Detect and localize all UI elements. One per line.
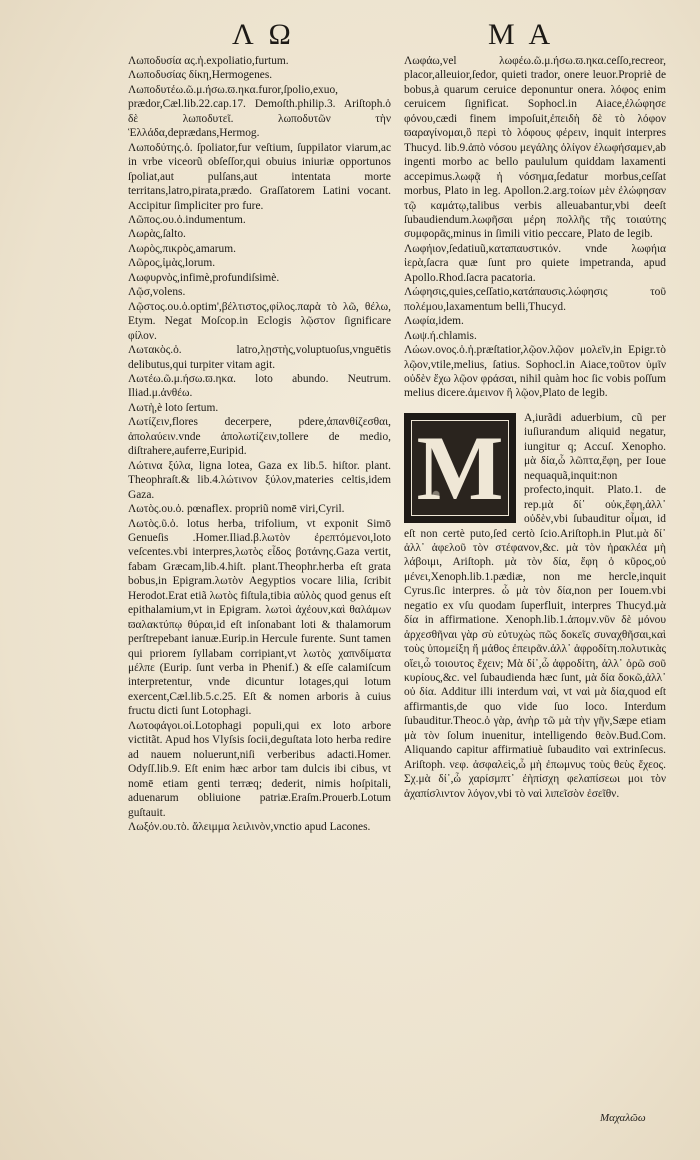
dictionary-entry: A,iurãdi aduerbium, cũ per iuſiurandum aliquid negatur, iungitur q; Accuſ. Xenopho. μὰ δία,ὦ λῶπτα,ἔφη, per Ioue nequaquã,inquit:non profecto,inquit. Plato.1. de rep.μὰ δί᾽ οὐκ,ἔφη,ἀλλ᾽ οὐδὲν,vbi ſubauditur οἶμαι, id eſt non certè puto,ſed certò ſcio.Ariſtoph.in Plut.μὰ δί᾽ ἀλλ᾽ ἀφελοῦ τὸν στέφανον,&c. μὰ τὸν ἡρακλέα μὴ λάβοιμι, Ariſtoph. μὰ τὸν δία, ἔφη ὁ κῦρος,οὐ μένει,Xenoph.lib.1.pædiæ, non me hercle,inquit Cyrus.ſic interpres. ὦ μὰ τὸν δία,non per Iouem.vbi negatio ex vſu quodam ſuperfluit, interpres Thucyd.μὰ δία in affirmatione. Xenoph.lib.1.ἀπομν.νῦν δὲ μόνου ἀρχεσθῆναι γὰρ σὺ εὐτυχὼς πῶς δοκεῖς συναχθῆσαι,καὶ τοὺς ὑπομείξη ἤ μάθος ἐπειρᾶν.ἀλλ᾽ ἀφροδίτη.πολυτικὰς οἴει,ὦ τοιουτος ἔχειν; Μὰ δί᾽,ὦ ἀφροδίτη, ἀλλ᾽ ὁρῶ σοῦ κυρίους,&c. vel ſubaudienda hæc ſunt, μὰ δία δοκῶ,ἀλλ᾽ οὐ δία. Additur illi interdum ναὶ, vt ναὶ μὰ δία,quod eſt affirmantis,de quo vide ſuo loco. Interdum ſubauditur.Theoc.ὁ γὰρ, ἀνὴρ τῶ μὰ τὴν γῆν,Sæpe etiam μὰ τὸν ſolum inuenitur, intelligendo θεὸν.Bud.Com. Aliquando capitur affirmatiuè ſubaudito ναὶ extrinſecus. Ariſtoph. νεφ. ἀσφαλεὶς,ὦ μὴ ἐπωμνυς τοὺς θεὺς ἔχεος. Σχ.μὰ δί᾽,ὦ χαρίσμπτ᾽ ἐὴπίσχη φελαπίσεωι μοι τὸν ἀχαπίσλιντον λόγον,vbi τὸ ναὶ λιπεῖσὸν ἐσεῖθν. xyxy=(404,411,666,800)
dictionary-entry: Λωφία,idem. xyxy=(404,315,464,328)
dictionary-entry: Λωτὴ,è loto ſertum. xyxy=(128,401,219,414)
decorated-initial xyxy=(404,413,516,523)
dictionary-entry: Λωψ.ή.chlamis. xyxy=(404,329,477,342)
initial-letter: M xyxy=(416,416,504,519)
dictionary-entry: Λωτὸς.ου.ὁ. pœnaflex. propriũ nomē viri,Cyril. xyxy=(128,503,345,516)
dictionary-entry: Λωποδυσίας δίκη,Hermogenes. xyxy=(128,69,273,82)
catchword: Μαχαλῶω xyxy=(600,1112,646,1124)
dictionary-entry: Λωφήιον,ſedatiuũ,καταπαυστικόν. vnde λωφήια ἱερὰ,ſacra quæ ſunt pro quiete impetranda, apud Apollo.Rhod.ſacra pacatoria. xyxy=(404,242,666,284)
dictionary-entry: Λωξόν.ου.τὸ. ἄλειμμα λειλινὸν,vnctio apud Lacones. xyxy=(128,821,371,834)
dictionary-entry: Λώφησις,quies,ceſſatio,κατάπαυσις.λώφησις τοῦ πολέμου,laxamentum belli,Thucyd. xyxy=(404,286,666,313)
dictionary-entry: Λωποδυσία ας.ἡ.expoliatio,furtum. xyxy=(128,55,289,67)
dictionary-entry: Λωφάω,vel λωφέω.ῶ.μ.ήσω.ϖ.ηκα.ceſſo,recreor, placor,alleuior,ſedor, quieti trador, onere leuor.Propriè de bobus,à quarum ceruice deponuntur onera. λόφος enim ceruicem ſignificat. Sophocl.in Aiace,ἐλώφησε φόνου,cædi finem impoſuit,ἐπειδὴ δὲ τὸ λόφον ϖαραγίνομαι,ὃ περὶ τὸ λόφους φέρειν, inquit interpres Thucyd. lib.9.ἀπὸ νόσου μεγάλης ὀλίγον ἐλωφήσαμεν,ab ingenti morbo ac bello paululum quiddam laxamenti accepimus.λωφᾷ ἡ νόσημα,ſedatur morbus,ceſſat morbus, Plato in leg. Apollon.2.arg.τοίων μὲν ἐλώφησαν τῷ καμάτῳ,talibus verbis alleuabantur,vbi deeſt ſubaudiendum.λωφῆσαι μέρη πολλῆς τῆς τοιαύτης συμφορᾶς,minus in ſimili vitio peccare, Plato de legib. xyxy=(404,55,666,241)
running-head-left: Λ Ω xyxy=(232,18,295,51)
dictionary-entry: Λωτοφάγοι.οἱ.Lotophagi populi,qui ex loto arbore victitãt. Apud hos Vlyſsis ſocii,deguſtata loto herba redire ad nauem noluerunt,niſi verberibus adacti.Homer. Odyſſ.lib.9. Eſt enim hæc arbor tam dulcis ibi cibus, vt nomē etiam genti terræq; dederit, nimis hoſpitali, aduenarum obliuione patriæ.Eraſm.Prouerb.Lotum guſtauit. xyxy=(128,719,391,819)
dictionary-entry: Λῶπος.ου.ὁ.indumentum. xyxy=(128,213,246,226)
dictionary-entry: Λωρὸς,πικρὸς,amarum. xyxy=(128,242,236,255)
dictionary-entry: Λωρὰς,ſalto. xyxy=(128,228,186,241)
m-section xyxy=(404,411,666,801)
dictionary-entry: Λωτακὸς.ὁ. latro,λῃστὴς,voluptuoſus,vnguētis delibutus,qui turpiter vitam agit. xyxy=(128,344,391,371)
left-column xyxy=(128,54,391,834)
dictionary-entry: Λῷστος.ου.ὁ.optim',βέλτιστος,φίλος.παρὰ τὸ λῶ, θέλω, Etym. Negat Moſcop.in Eclogis λῷστον ſignificare φίλον. xyxy=(128,300,391,342)
dictionary-entry: Λώων.ονος.ὁ.ἡ.præſtatior,λῷον.λῷον μολεῖν,in Epigr.τὸ λῷον,vtile,melius, ſatius. Sophocl.in Aiace,τοῦτον ὑμῖν οὐδὲν ἔχω λῷον φράσαι, nihil quàm hoc ſic vobis poſſum melius dicere.ἀμεινον ἢ λῷον,Plato de legib. xyxy=(404,344,666,400)
running-head-right: M A xyxy=(488,18,555,51)
dictionary-entry: Λωφυρνὸς,infimè,profundiſsimè. xyxy=(128,271,280,284)
dictionary-entry: Λώτινα ξύλα, ligna lotea, Gaza ex lib.5. hiſtor. plant. Theophraſt.& lib.4.λώτινον ξύλον,materies celtis,idem Gaza. xyxy=(128,459,391,501)
dictionary-entry: Λωποδυτέω.ῶ.μ.ήσω.ϖ.ηκα.furor,ſpolio,exuo, prædor,Cæl.lib.22.cap.17. Demoſth.philip.3. Ariſtoph.ὁ δὲ λωποδυτεῖ. λωποδυτῶν τὴν Ἑλλάδα,deprædans,Hermog. xyxy=(128,83,391,140)
dictionary-entry: Λῶρος,ἱμὰς,lorum. xyxy=(128,257,216,270)
dictionary-entry: Λωτὸς.ῦ.ὁ. lotus herba, trifolium, vt exponit Simō Genueſis .Homer.Iliad.β.λωτὸν ἐρεπτόμενοι,loto veſcentes.vbi interpres,λωτὸς εἶδος βοτάνης.Gaza vertit, fabam Græcam,lib.4.hiſt. plant.Theophr.herba eſt grata bobus,in Epigram.λωτὸν Aegyptios vocare lilia, ſcribit Herodot.Erat etiã λωτὸς fiſtula,tibia αὐλὸς quod genus eſt epithalamium,vt in Epigram. λωτοὶ ἀχέουν,καὶ θαλάμων ϖαλακτύπῳ θύραι,id eſt inſonabant loti & thalamorum perſtrepebant ianuæ.Eurip.in Hercule furente. Sunt tamen qui priorem ſyllabam corripiant,vt λωτὸς χαπνδίματα μέλπε (Eurip. ſunt verba in Phenif.) & eſſe calamiſcum interpretentur, vnde dicuntur lotages,qui lotum exercent,Cæl.lib.5.c.25. Eſt & nomen arboris à cuius fructu dicti ſunt Lotophagi. xyxy=(128,517,391,718)
right-column xyxy=(404,54,666,801)
dictionary-entry: Λῷσ,volens. xyxy=(128,286,186,299)
dictionary-entry: Λωποδύτης.ὁ. ſpoliator,fur veſtium, ſuppilator viarum,ac in vrbe viceorũ obſeſſor,qui obuius iniuriæ opportunos ſpoliat,aut pulſans,aut intentata morte territans,latro,pirata,prædo. Graſſatorem Latini vocant. Accipitur ſimpliciter pro fure. xyxy=(128,141,391,212)
dictionary-entry: Λωτέω.ῶ.μ.ήσω.ϖ.ηκα. loto abundo. Neutrum. Iliad.μ.ἀνθέω. xyxy=(128,372,391,400)
dictionary-entry: Λωτίζειν,flores decerpere, pdere,ἀπανθίζεσθαι, ἀπολαύειν.vnde ἀπολωτίζειν,tollere de medio, diſtrahere,auferre,Euripid. xyxy=(128,416,391,458)
